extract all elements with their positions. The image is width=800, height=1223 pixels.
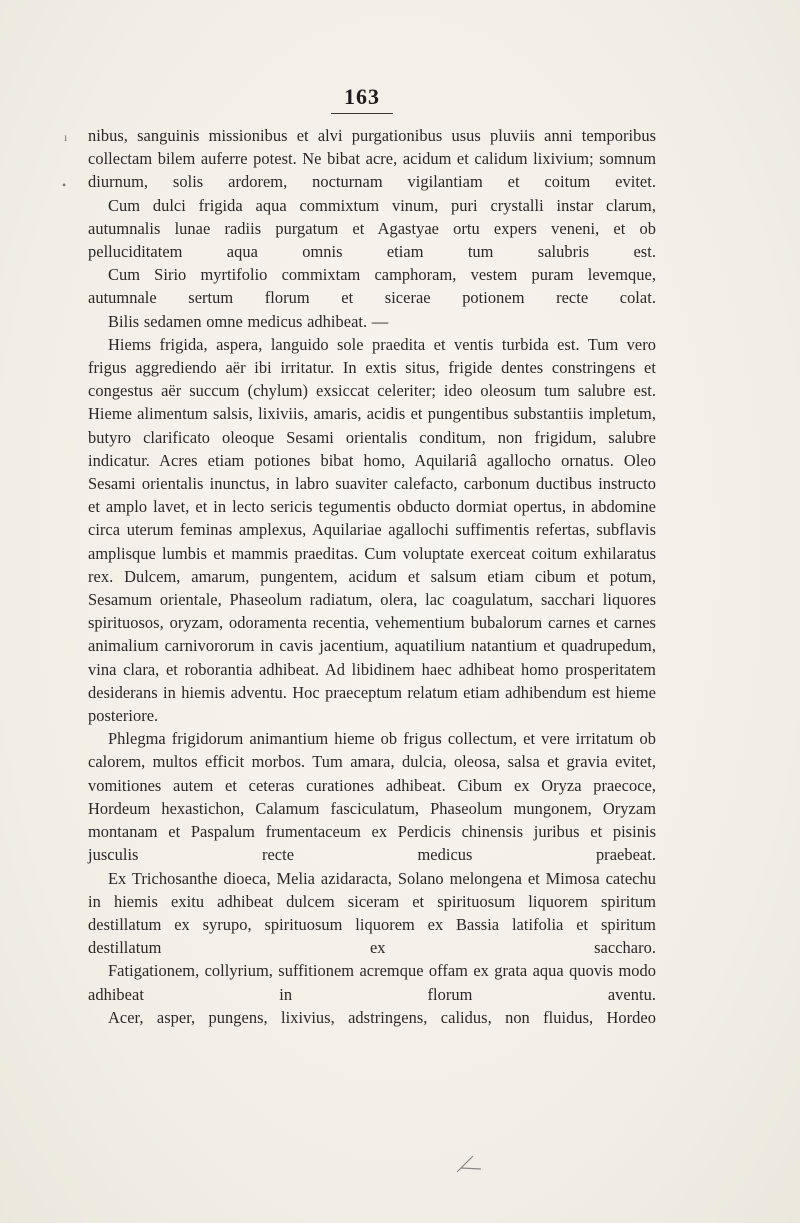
paragraph: Acer, asper, pungens, lixivius, adstringens, calidus, non fluidus, Hordeo	[108, 1007, 656, 1027]
page-number: 163	[331, 84, 393, 114]
paragraph: Cum dulci frigida aqua commixtum vinum, puri crystalli instar clarum, autumnalis lunae radiis purgatum et Agastyae ortu expers veneni, et ob pelluciditatem aqua omnis etiam tum salubris est.	[88, 195, 656, 262]
paragraph: nibus, sanguinis missionibus et alvi purgationibus usus pluviis anni temporibus collectam bilem auferre potest. Ne bibat acre, acidum et calidum lixivium; somnum diurnum, solis ardorem, nocturnam vigilantiam et coitum evitet.	[88, 126, 656, 192]
body-text	[88, 124, 656, 1029]
paragraph: Hiems frigida, aspera, languido sole praedita et ventis turbida est. Tum vero frigus aggrediendo aër ibi irritatur. In extis situs, frigide dentes constringens et congestus aër succum (chylum) exsiccat celeriter; ideo oleosum tum salubre est. Hieme alimentum salsis, lixiviis, amaris, acidis et pungentibus substantiis impletum, butyro clarificato oleoque Sesami orientalis conditum, non frigidum, salubre indicatur. Acres etiam potiones bibat homo, Aquilariâ agallocho ornatus. Oleo Sesami orientalis inunctus, in labro suaviter calefacto, carbonum ductibus instructo et amplo lavet, et in lecto sericis tegumentis obducto dormiat opertus, in abdomine circa uterum feminas amplexus, Aquilariae agallochi suffimentis refertas, subflavis amplisque lumbis et mammis praeditas. Cum voluptate exerceat coitum exhilaratus rex. Dulcem, amarum, pungentem, acidum et salsum etiam cibum et potum, Sesamum orientale, Phaseolum radiatum, olera, lac coagulatum, sacchari liquores spirituosos, oryzam, odoramenta recentia, vehementium bubalorum carnes et carnes animalium carnivororum in cavis jacentium, aquatilium natantium et quadrupedum, vina clara, et roborantia adhibeat. Ad libidinem haec adhibeat homo prosperitatem desiderans in hiemis adventu. Hoc praeceptum relatum etiam adhibendum est hieme posteriore.	[88, 334, 656, 726]
paragraph: Phlegma frigidorum animantium hieme ob frigus collectum, et vere irritatum ob calorem, multos efficit morbos. Tum amara, dulcia, oleosa, salsa et gravia evitet, vomitiones autem et ceteras curationes adhibeat. Cibum ex Oryza praecoce, Hordeum hexastichon, Calamum fasciculatum, Phaseolum mungonem, Oryzam montanam et Paspalum frumentaceum ex Perdicis chinensis juribus et pisinis jusculis recte medicus praebeat.	[88, 729, 656, 865]
paragraph: Fatigationem, collyrium, suffitionem acremque offam ex grata aqua quovis modo adhibeat in florum aventu.	[88, 961, 656, 1004]
pencil-mark-icon	[455, 1152, 485, 1176]
paragraph: Bilis sedamen omne medicus adhibeat. —	[108, 311, 389, 331]
margin-mark: ı	[64, 130, 68, 144]
margin-mark: •	[62, 178, 67, 192]
paragraph: Ex Trichosanthe dioeca, Melia azidaracta, Solano melongena et Mimosa catechu in hiemis exitu adhibeat dulcem siceram et spirituosum liquorem spiritum destillatum ex syrupo, spirituosum liquorem ex Bassia latifolia et spiritum destillatum ex saccharo.	[88, 868, 656, 958]
paragraph: Cum Sirio myrtifolio commixtam camphoram, vestem puram levemque, autumnale sertum florum et sicerae potionem recte colat.	[88, 265, 656, 308]
